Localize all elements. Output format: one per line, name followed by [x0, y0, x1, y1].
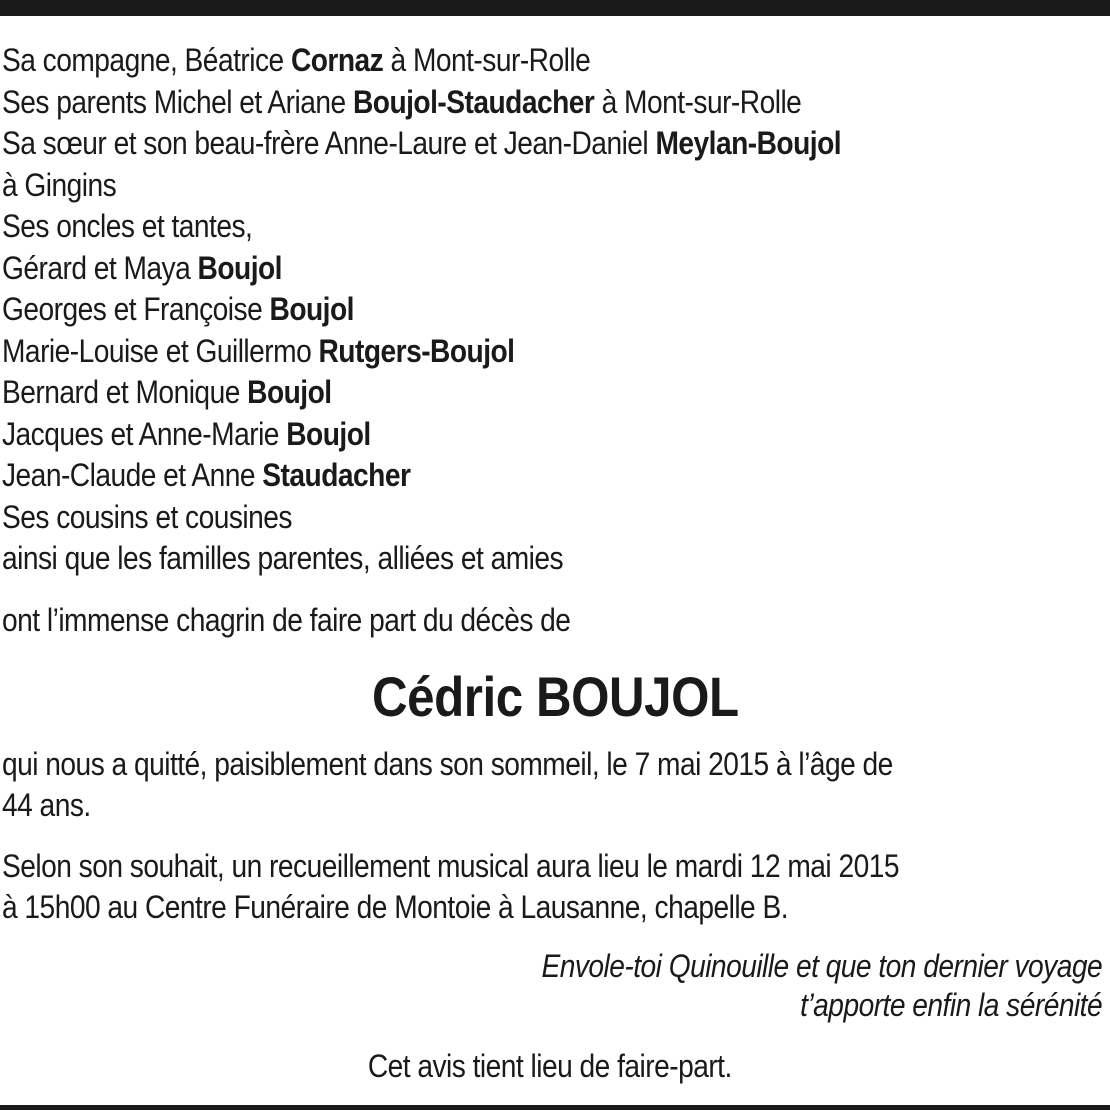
- top-rule: [0, 0, 1110, 16]
- mourner-line: Sa sœur et son beau-frère Anne-Laure et Jean-Daniel Meylan-Boujol: [2, 125, 842, 161]
- ceremony-line-1: Selon son souhait, un recueillement musical aura lieu le mardi 12 mai 2015: [2, 848, 899, 884]
- mourners-list: [2, 40, 974, 580]
- mourner-line: Ses cousins et cousines: [2, 498, 292, 535]
- mourner-line: Marie-Louise et Guillermo Rutgers-Boujol: [2, 332, 515, 369]
- quote-line-2: t’apporte enfin la sérénité: [800, 987, 1102, 1023]
- quote-line-1: Envole-toi Quinouille et que ton dernier voyage: [541, 948, 1102, 984]
- deceased-name-text: Cédric BOUJOL: [371, 665, 739, 728]
- obituary-body: [2, 40, 1106, 580]
- closing-note: [0, 1046, 1100, 1087]
- mourner-line: Ses parents Michel et Ariane Boujol-Staudacher à Mont-sur-Rolle: [2, 83, 802, 120]
- mourner-line: Jean-Claude et Anne Staudacher: [2, 457, 411, 493]
- passing-line-1: qui nous a quitté, paisiblement dans son sommeil, le 7 mai 2015 à l’âge de: [2, 746, 893, 782]
- mourner-line: Jacques et Anne-Marie Boujol: [2, 415, 371, 452]
- announcement-text: ont l’immense chagrin de faire part du décès de: [2, 602, 571, 638]
- ceremony-line-2: à 15h00 au Centre Funéraire de Montoie à Lausanne, chapelle B.: [2, 889, 789, 925]
- passing-paragraph: [2, 744, 893, 826]
- mourner-line: Ses oncles et tantes,: [2, 208, 253, 244]
- deceased-name: [0, 662, 1110, 732]
- closing-note-text: Cet avis tient lieu de faire-part.: [368, 1048, 732, 1084]
- mourner-line: Georges et Françoise Boujol: [2, 291, 354, 327]
- mourner-line: à Gingins: [2, 166, 117, 203]
- ceremony-paragraph: [2, 846, 899, 928]
- passing-line-2: 44 ans.: [2, 787, 91, 823]
- bottom-rule: [0, 1105, 1110, 1110]
- mourner-line: Bernard et Monique Boujol: [2, 374, 332, 410]
- mourner-line: Sa compagne, Béatrice Cornaz à Mont-sur-Rolle: [2, 42, 591, 78]
- mourner-line: ainsi que les familles parentes, alliées et amies: [2, 540, 564, 576]
- farewell-quote: [541, 947, 1102, 1025]
- mourner-line: Gérard et Maya Boujol: [2, 249, 282, 286]
